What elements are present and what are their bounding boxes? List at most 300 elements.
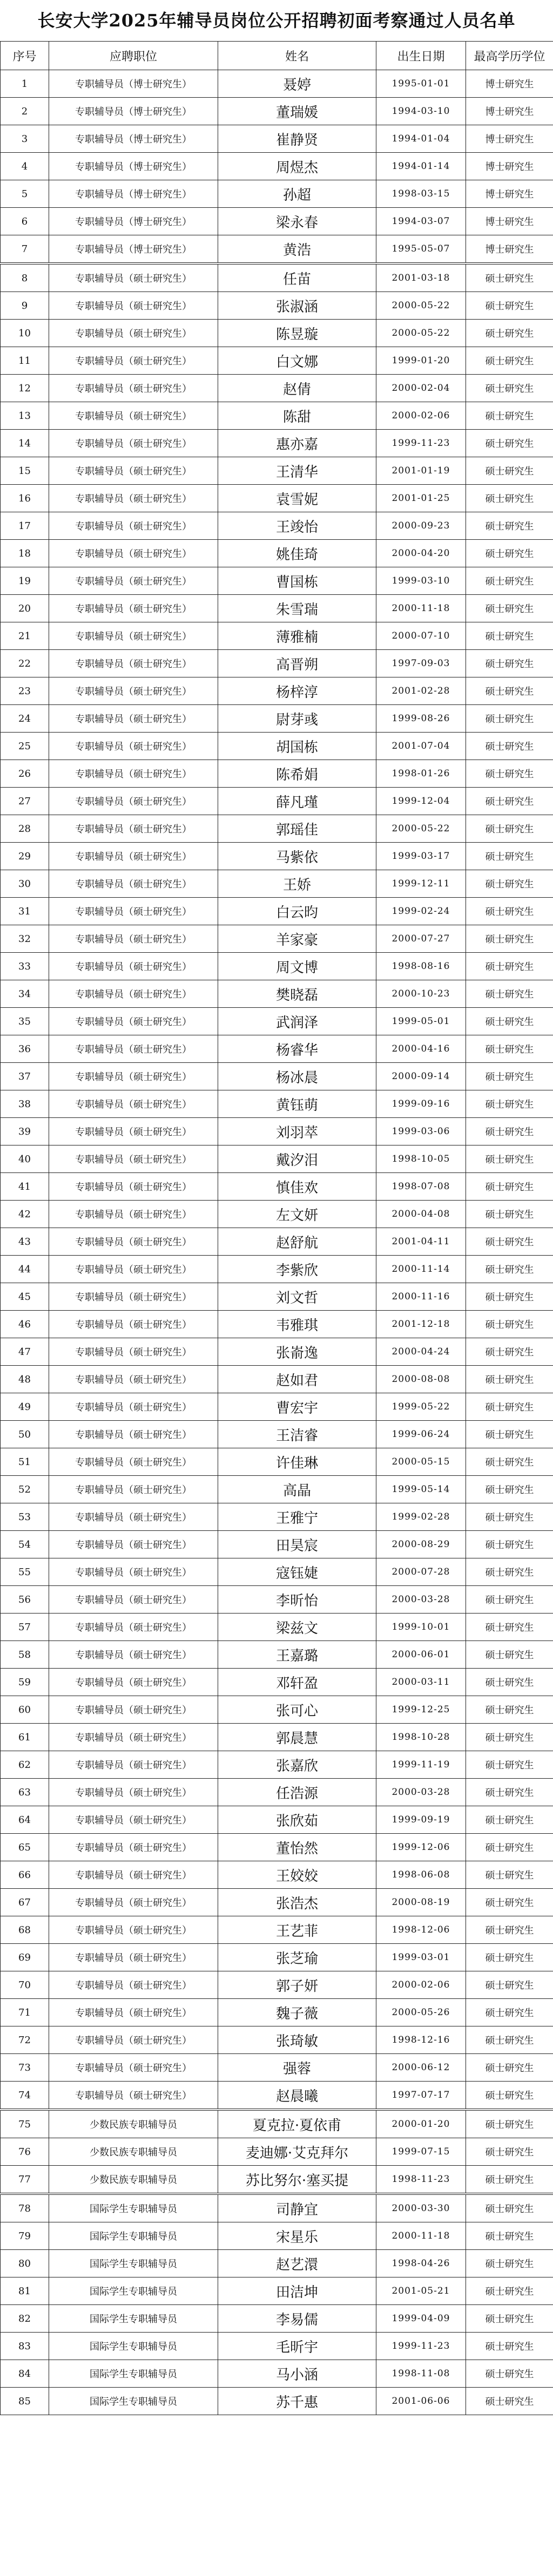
table-row xyxy=(1,595,553,622)
table-row xyxy=(1,1145,553,1173)
cell-birth-date: 2000-02-06 xyxy=(376,1971,466,1999)
cell-position: 专职辅导员（硕士研究生） xyxy=(49,815,218,843)
cell-position: 专职辅导员（硕士研究生） xyxy=(49,1531,218,1558)
cell-degree: 硕士研究生 xyxy=(466,1063,553,1090)
cell-degree: 硕士研究生 xyxy=(466,595,553,622)
cell-degree: 硕士研究生 xyxy=(466,2250,553,2277)
cell-position: 专职辅导员（博士研究生） xyxy=(49,235,218,264)
cell-degree: 硕士研究生 xyxy=(466,1614,553,1641)
cell-name: 魏子薇 xyxy=(218,1999,376,2026)
table-row xyxy=(1,375,553,402)
cell-degree: 硕士研究生 xyxy=(466,760,553,788)
cell-degree: 硕士研究生 xyxy=(466,1751,553,1779)
cell-position: 专职辅导员（硕士研究生） xyxy=(49,1834,218,1861)
table-row xyxy=(1,1724,553,1751)
cell-name: 杨梓淳 xyxy=(218,677,376,705)
header-row xyxy=(1,42,553,70)
cell-name: 樊晓磊 xyxy=(218,980,376,1008)
cell-name: 梁永春 xyxy=(218,208,376,235)
table-body xyxy=(1,70,553,2415)
cell-name: 许佳琳 xyxy=(218,1448,376,1476)
cell-name: 陈甜 xyxy=(218,402,376,430)
cell-birth-date: 1998-06-08 xyxy=(376,1861,466,1889)
cell-no: 10 xyxy=(1,320,49,347)
cell-degree: 硕士研究生 xyxy=(466,733,553,760)
table-row xyxy=(1,815,553,843)
cell-no: 60 xyxy=(1,1696,49,1724)
cell-birth-date: 2000-04-24 xyxy=(376,1338,466,1366)
cell-degree: 硕士研究生 xyxy=(466,1035,553,1063)
cell-position: 少数民族专职辅导员 xyxy=(49,2166,218,2194)
cell-name: 朱雪瑞 xyxy=(218,595,376,622)
cell-no: 26 xyxy=(1,760,49,788)
cell-position: 专职辅导员（硕士研究生） xyxy=(49,1063,218,1090)
table-row xyxy=(1,263,553,292)
cell-position: 专职辅导员（硕士研究生） xyxy=(49,870,218,898)
cell-no: 57 xyxy=(1,1614,49,1641)
cell-no: 38 xyxy=(1,1090,49,1118)
cell-name: 夏克拉·夏依甫 xyxy=(218,2110,376,2138)
cell-name: 任浩源 xyxy=(218,1779,376,1806)
cell-birth-date: 1994-03-07 xyxy=(376,208,466,235)
cell-position: 专职辅导员（硕士研究生） xyxy=(49,1090,218,1118)
table-row xyxy=(1,2305,553,2333)
cell-degree: 硕士研究生 xyxy=(466,870,553,898)
table-row xyxy=(1,953,553,980)
cell-no: 83 xyxy=(1,2333,49,2360)
table-row xyxy=(1,2250,553,2277)
cell-name: 羊家豪 xyxy=(218,925,376,953)
cell-name: 赵艺澴 xyxy=(218,2250,376,2277)
table-row xyxy=(1,1228,553,1256)
cell-degree: 硕士研究生 xyxy=(466,1311,553,1338)
cell-name: 孙超 xyxy=(218,180,376,208)
cell-no: 65 xyxy=(1,1834,49,1861)
cell-no: 22 xyxy=(1,650,49,677)
table-row xyxy=(1,1421,553,1448)
cell-name: 赵舒航 xyxy=(218,1228,376,1256)
cell-name: 曹国栋 xyxy=(218,567,376,595)
table-row xyxy=(1,1999,553,2026)
cell-name: 张嘉欣 xyxy=(218,1751,376,1779)
cell-no: 8 xyxy=(1,263,49,292)
cell-no: 42 xyxy=(1,1201,49,1228)
cell-position: 专职辅导员（硕士研究生） xyxy=(49,1145,218,1173)
cell-name: 田昊宸 xyxy=(218,1531,376,1558)
table-row xyxy=(1,1283,553,1311)
cell-no: 73 xyxy=(1,2054,49,2082)
table-row xyxy=(1,1779,553,1806)
table-row xyxy=(1,430,553,457)
table-row xyxy=(1,622,553,650)
cell-degree: 硕士研究生 xyxy=(466,622,553,650)
table-row xyxy=(1,402,553,430)
cell-degree: 硕士研究生 xyxy=(466,2305,553,2333)
cell-no: 78 xyxy=(1,2194,49,2222)
cell-name: 杨冰晨 xyxy=(218,1063,376,1090)
cell-position: 专职辅导员（硕士研究生） xyxy=(49,430,218,457)
table-row xyxy=(1,1916,553,1944)
cell-position: 专职辅导员（硕士研究生） xyxy=(49,650,218,677)
table-header xyxy=(1,42,553,70)
cell-birth-date: 2000-04-16 xyxy=(376,1035,466,1063)
cell-name: 周文博 xyxy=(218,953,376,980)
cell-degree: 硕士研究生 xyxy=(466,705,553,733)
cell-degree: 硕士研究生 xyxy=(466,1696,553,1724)
cell-degree: 硕士研究生 xyxy=(466,1503,553,1531)
cell-degree: 硕士研究生 xyxy=(466,2166,553,2194)
cell-name: 王雅宁 xyxy=(218,1503,376,1531)
cell-degree: 硕士研究生 xyxy=(466,1008,553,1035)
cell-degree: 硕士研究生 xyxy=(466,1889,553,1916)
cell-no: 19 xyxy=(1,567,49,595)
cell-name: 毛昕宇 xyxy=(218,2333,376,2360)
cell-no: 24 xyxy=(1,705,49,733)
cell-birth-date: 1999-03-06 xyxy=(376,1118,466,1145)
cell-birth-date: 1995-05-07 xyxy=(376,235,466,264)
cell-name: 郭晨慧 xyxy=(218,1724,376,1751)
table-row xyxy=(1,1751,553,1779)
table-row xyxy=(1,980,553,1008)
cell-no: 50 xyxy=(1,1421,49,1448)
cell-birth-date: 1999-05-22 xyxy=(376,1393,466,1421)
cell-birth-date: 1998-10-05 xyxy=(376,1145,466,1173)
cell-name: 马紫依 xyxy=(218,843,376,870)
table-row xyxy=(1,98,553,125)
cell-no: 74 xyxy=(1,2082,49,2110)
cell-no: 58 xyxy=(1,1641,49,1669)
table-row xyxy=(1,733,553,760)
table-row xyxy=(1,1861,553,1889)
cell-no: 4 xyxy=(1,153,49,180)
cell-degree: 硕士研究生 xyxy=(466,898,553,925)
cell-birth-date: 1999-05-01 xyxy=(376,1008,466,1035)
cell-degree: 硕士研究生 xyxy=(466,567,553,595)
cell-degree: 博士研究生 xyxy=(466,235,553,264)
cell-name: 武润泽 xyxy=(218,1008,376,1035)
cell-no: 18 xyxy=(1,540,49,567)
cell-no: 72 xyxy=(1,2026,49,2054)
cell-no: 3 xyxy=(1,125,49,153)
cell-position: 专职辅导员（博士研究生） xyxy=(49,125,218,153)
cell-no: 61 xyxy=(1,1724,49,1751)
cell-no: 6 xyxy=(1,208,49,235)
cell-position: 专职辅导员（硕士研究生） xyxy=(49,1366,218,1393)
cell-birth-date: 2000-08-19 xyxy=(376,1889,466,1916)
cell-name: 张嵛逸 xyxy=(218,1338,376,1366)
cell-name: 邓轩盈 xyxy=(218,1669,376,1696)
cell-no: 27 xyxy=(1,788,49,815)
cell-no: 70 xyxy=(1,1971,49,1999)
cell-name: 尉芽彧 xyxy=(218,705,376,733)
cell-degree: 硕士研究生 xyxy=(466,1916,553,1944)
cell-name: 惠亦嘉 xyxy=(218,430,376,457)
cell-degree: 硕士研究生 xyxy=(466,1861,553,1889)
cell-degree: 博士研究生 xyxy=(466,153,553,180)
table-row xyxy=(1,870,553,898)
cell-birth-date: 2000-06-01 xyxy=(376,1641,466,1669)
cell-no: 47 xyxy=(1,1338,49,1366)
cell-birth-date: 2000-06-12 xyxy=(376,2054,466,2082)
cell-position: 专职辅导员（硕士研究生） xyxy=(49,1614,218,1641)
cell-birth-date: 1999-03-01 xyxy=(376,1944,466,1971)
cell-birth-date: 2000-04-20 xyxy=(376,540,466,567)
cell-degree: 硕士研究生 xyxy=(466,2360,553,2388)
cell-degree: 硕士研究生 xyxy=(466,430,553,457)
cell-name: 麦迪娜·艾克拜尔 xyxy=(218,2138,376,2166)
cell-birth-date: 1999-12-06 xyxy=(376,1834,466,1861)
cell-degree: 硕士研究生 xyxy=(466,402,553,430)
cell-birth-date: 1995-01-01 xyxy=(376,70,466,98)
cell-position: 专职辅导员（硕士研究生） xyxy=(49,1173,218,1201)
cell-no: 62 xyxy=(1,1751,49,1779)
cell-name: 胡国栋 xyxy=(218,733,376,760)
cell-no: 33 xyxy=(1,953,49,980)
cell-no: 14 xyxy=(1,430,49,457)
cell-degree: 硕士研究生 xyxy=(466,1669,553,1696)
table-row xyxy=(1,485,553,512)
cell-no: 79 xyxy=(1,2222,49,2250)
cell-no: 75 xyxy=(1,2110,49,2138)
cell-name: 郭子妍 xyxy=(218,1971,376,1999)
cell-birth-date: 1999-12-25 xyxy=(376,1696,466,1724)
table-row xyxy=(1,760,553,788)
header-no: 序号 xyxy=(1,42,49,70)
cell-no: 69 xyxy=(1,1944,49,1971)
cell-no: 63 xyxy=(1,1779,49,1806)
cell-no: 59 xyxy=(1,1669,49,1696)
cell-birth-date: 1998-08-16 xyxy=(376,953,466,980)
candidate-table xyxy=(0,41,553,2415)
cell-degree: 硕士研究生 xyxy=(466,1971,553,1999)
cell-name: 姚佳琦 xyxy=(218,540,376,567)
cell-birth-date: 1998-11-23 xyxy=(376,2166,466,2194)
cell-name: 陈希娟 xyxy=(218,760,376,788)
table-row xyxy=(1,1090,553,1118)
cell-name: 王洁睿 xyxy=(218,1421,376,1448)
cell-position: 专职辅导员（硕士研究生） xyxy=(49,1035,218,1063)
cell-degree: 硕士研究生 xyxy=(466,485,553,512)
cell-name: 苏千惠 xyxy=(218,2388,376,2415)
page-title: 长安大学2025年辅导员岗位公开招聘初面考察通过人员名单 xyxy=(37,10,516,31)
cell-no: 85 xyxy=(1,2388,49,2415)
cell-no: 20 xyxy=(1,595,49,622)
cell-degree: 硕士研究生 xyxy=(466,1641,553,1669)
table-row xyxy=(1,567,553,595)
cell-degree: 硕士研究生 xyxy=(466,1558,553,1586)
cell-no: 1 xyxy=(1,70,49,98)
table-row xyxy=(1,180,553,208)
cell-degree: 博士研究生 xyxy=(466,125,553,153)
table-row xyxy=(1,1366,553,1393)
cell-name: 张浩杰 xyxy=(218,1889,376,1916)
cell-birth-date: 1999-05-14 xyxy=(376,1476,466,1503)
cell-name: 张淑涵 xyxy=(218,292,376,320)
cell-position: 专职辅导员（硕士研究生） xyxy=(49,320,218,347)
cell-position: 专职辅导员（硕士研究生） xyxy=(49,898,218,925)
cell-birth-date: 2000-07-10 xyxy=(376,622,466,650)
cell-no: 28 xyxy=(1,815,49,843)
cell-birth-date: 2000-02-04 xyxy=(376,375,466,402)
cell-birth-date: 1999-02-24 xyxy=(376,898,466,925)
cell-no: 67 xyxy=(1,1889,49,1916)
cell-name: 韦雅琪 xyxy=(218,1311,376,1338)
cell-name: 宋星乐 xyxy=(218,2222,376,2250)
cell-no: 29 xyxy=(1,843,49,870)
cell-no: 45 xyxy=(1,1283,49,1311)
cell-name: 聂婷 xyxy=(218,70,376,98)
cell-degree: 硕士研究生 xyxy=(466,677,553,705)
cell-name: 曹宏宇 xyxy=(218,1393,376,1421)
cell-birth-date: 1998-10-28 xyxy=(376,1724,466,1751)
cell-name: 董怡然 xyxy=(218,1834,376,1861)
cell-position: 专职辅导员（硕士研究生） xyxy=(49,1806,218,1834)
table-row xyxy=(1,1118,553,1145)
header-degree: 最高学历学位 xyxy=(466,42,553,70)
cell-birth-date: 1998-07-08 xyxy=(376,1173,466,1201)
table-row xyxy=(1,235,553,264)
table-row xyxy=(1,1889,553,1916)
cell-position: 专职辅导员（硕士研究生） xyxy=(49,622,218,650)
cell-position: 专职辅导员（硕士研究生） xyxy=(49,402,218,430)
cell-name: 黄钰萌 xyxy=(218,1090,376,1118)
cell-name: 薄雅楠 xyxy=(218,622,376,650)
cell-position: 专职辅导员（硕士研究生） xyxy=(49,980,218,1008)
cell-birth-date: 1999-03-10 xyxy=(376,567,466,595)
table-row xyxy=(1,1256,553,1283)
cell-degree: 硕士研究生 xyxy=(466,1173,553,1201)
cell-name: 白云昀 xyxy=(218,898,376,925)
cell-no: 39 xyxy=(1,1118,49,1145)
cell-birth-date: 1999-09-19 xyxy=(376,1806,466,1834)
cell-no: 81 xyxy=(1,2277,49,2305)
cell-position: 专职辅导员（硕士研究生） xyxy=(49,457,218,485)
cell-position: 国际学生专职辅导员 xyxy=(49,2222,218,2250)
cell-no: 34 xyxy=(1,980,49,1008)
cell-position: 专职辅导员（硕士研究生） xyxy=(49,1338,218,1366)
cell-no: 13 xyxy=(1,402,49,430)
cell-position: 少数民族专职辅导员 xyxy=(49,2138,218,2166)
cell-position: 专职辅导员（硕士研究生） xyxy=(49,1586,218,1614)
cell-position: 国际学生专职辅导员 xyxy=(49,2360,218,2388)
cell-no: 25 xyxy=(1,733,49,760)
table-row xyxy=(1,2026,553,2054)
cell-birth-date: 2000-04-08 xyxy=(376,1201,466,1228)
cell-no: 71 xyxy=(1,1999,49,2026)
table-row xyxy=(1,1008,553,1035)
cell-position: 专职辅导员（硕士研究生） xyxy=(49,1256,218,1283)
cell-no: 80 xyxy=(1,2250,49,2277)
table-row xyxy=(1,843,553,870)
cell-no: 7 xyxy=(1,235,49,264)
cell-birth-date: 1994-01-04 xyxy=(376,125,466,153)
cell-no: 52 xyxy=(1,1476,49,1503)
cell-no: 31 xyxy=(1,898,49,925)
cell-birth-date: 1999-08-26 xyxy=(376,705,466,733)
cell-birth-date: 2000-05-22 xyxy=(376,320,466,347)
cell-name: 王嘉璐 xyxy=(218,1641,376,1669)
cell-degree: 硕士研究生 xyxy=(466,650,553,677)
cell-name: 慎佳欢 xyxy=(218,1173,376,1201)
cell-degree: 硕士研究生 xyxy=(466,1531,553,1558)
header-birth-date: 出生日期 xyxy=(376,42,466,70)
cell-position: 专职辅导员（硕士研究生） xyxy=(49,677,218,705)
cell-no: 16 xyxy=(1,485,49,512)
cell-name: 周煜杰 xyxy=(218,153,376,180)
table-row xyxy=(1,2388,553,2415)
cell-birth-date: 1998-01-26 xyxy=(376,760,466,788)
cell-position: 专职辅导员（硕士研究生） xyxy=(49,1999,218,2026)
cell-birth-date: 2001-03-18 xyxy=(376,263,466,292)
cell-degree: 硕士研究生 xyxy=(466,2277,553,2305)
cell-position: 专职辅导员（硕士研究生） xyxy=(49,1944,218,1971)
cell-birth-date: 2000-08-29 xyxy=(376,1531,466,1558)
cell-degree: 硕士研究生 xyxy=(466,347,553,375)
cell-name: 寇钰婕 xyxy=(218,1558,376,1586)
cell-no: 37 xyxy=(1,1063,49,1090)
cell-name: 崔静贤 xyxy=(218,125,376,153)
cell-birth-date: 2000-01-20 xyxy=(376,2110,466,2138)
cell-no: 5 xyxy=(1,180,49,208)
cell-birth-date: 2000-09-14 xyxy=(376,1063,466,1090)
cell-name: 左文妍 xyxy=(218,1201,376,1228)
cell-position: 专职辅导员（硕士研究生） xyxy=(49,925,218,953)
cell-no: 36 xyxy=(1,1035,49,1063)
cell-no: 64 xyxy=(1,1806,49,1834)
table-row xyxy=(1,1558,553,1586)
cell-degree: 硕士研究生 xyxy=(466,925,553,953)
table-row xyxy=(1,1311,553,1338)
cell-position: 专职辅导员（硕士研究生） xyxy=(49,1393,218,1421)
cell-birth-date: 2000-05-26 xyxy=(376,1999,466,2026)
cell-position: 专职辅导员（硕士研究生） xyxy=(49,1751,218,1779)
cell-degree: 博士研究生 xyxy=(466,70,553,98)
cell-degree: 博士研究生 xyxy=(466,180,553,208)
cell-degree: 硕士研究生 xyxy=(466,1724,553,1751)
header-name: 姓名 xyxy=(218,42,376,70)
table-row xyxy=(1,347,553,375)
cell-degree: 硕士研究生 xyxy=(466,2110,553,2138)
cell-position: 国际学生专职辅导员 xyxy=(49,2305,218,2333)
cell-position: 专职辅导员（硕士研究生） xyxy=(49,1476,218,1503)
cell-birth-date: 1999-12-11 xyxy=(376,870,466,898)
cell-degree: 硕士研究生 xyxy=(466,1201,553,1228)
table-row xyxy=(1,70,553,98)
table-row xyxy=(1,788,553,815)
cell-position: 专职辅导员（硕士研究生） xyxy=(49,292,218,320)
cell-degree: 硕士研究生 xyxy=(466,320,553,347)
cell-no: 11 xyxy=(1,347,49,375)
cell-birth-date: 1998-04-26 xyxy=(376,2250,466,2277)
table-row xyxy=(1,2054,553,2082)
cell-birth-date: 1999-06-24 xyxy=(376,1421,466,1448)
cell-no: 30 xyxy=(1,870,49,898)
cell-degree: 硕士研究生 xyxy=(466,2222,553,2250)
cell-position: 专职辅导员（硕士研究生） xyxy=(49,760,218,788)
cell-position: 专职辅导员（硕士研究生） xyxy=(49,788,218,815)
table-row xyxy=(1,153,553,180)
table-row xyxy=(1,208,553,235)
cell-no: 2 xyxy=(1,98,49,125)
cell-degree: 硕士研究生 xyxy=(466,1283,553,1311)
cell-no: 55 xyxy=(1,1558,49,1586)
cell-degree: 硕士研究生 xyxy=(466,1228,553,1256)
cell-birth-date: 2001-01-25 xyxy=(376,485,466,512)
table-row xyxy=(1,2222,553,2250)
cell-no: 68 xyxy=(1,1916,49,1944)
cell-degree: 硕士研究生 xyxy=(466,1256,553,1283)
cell-degree: 硕士研究生 xyxy=(466,1999,553,2026)
